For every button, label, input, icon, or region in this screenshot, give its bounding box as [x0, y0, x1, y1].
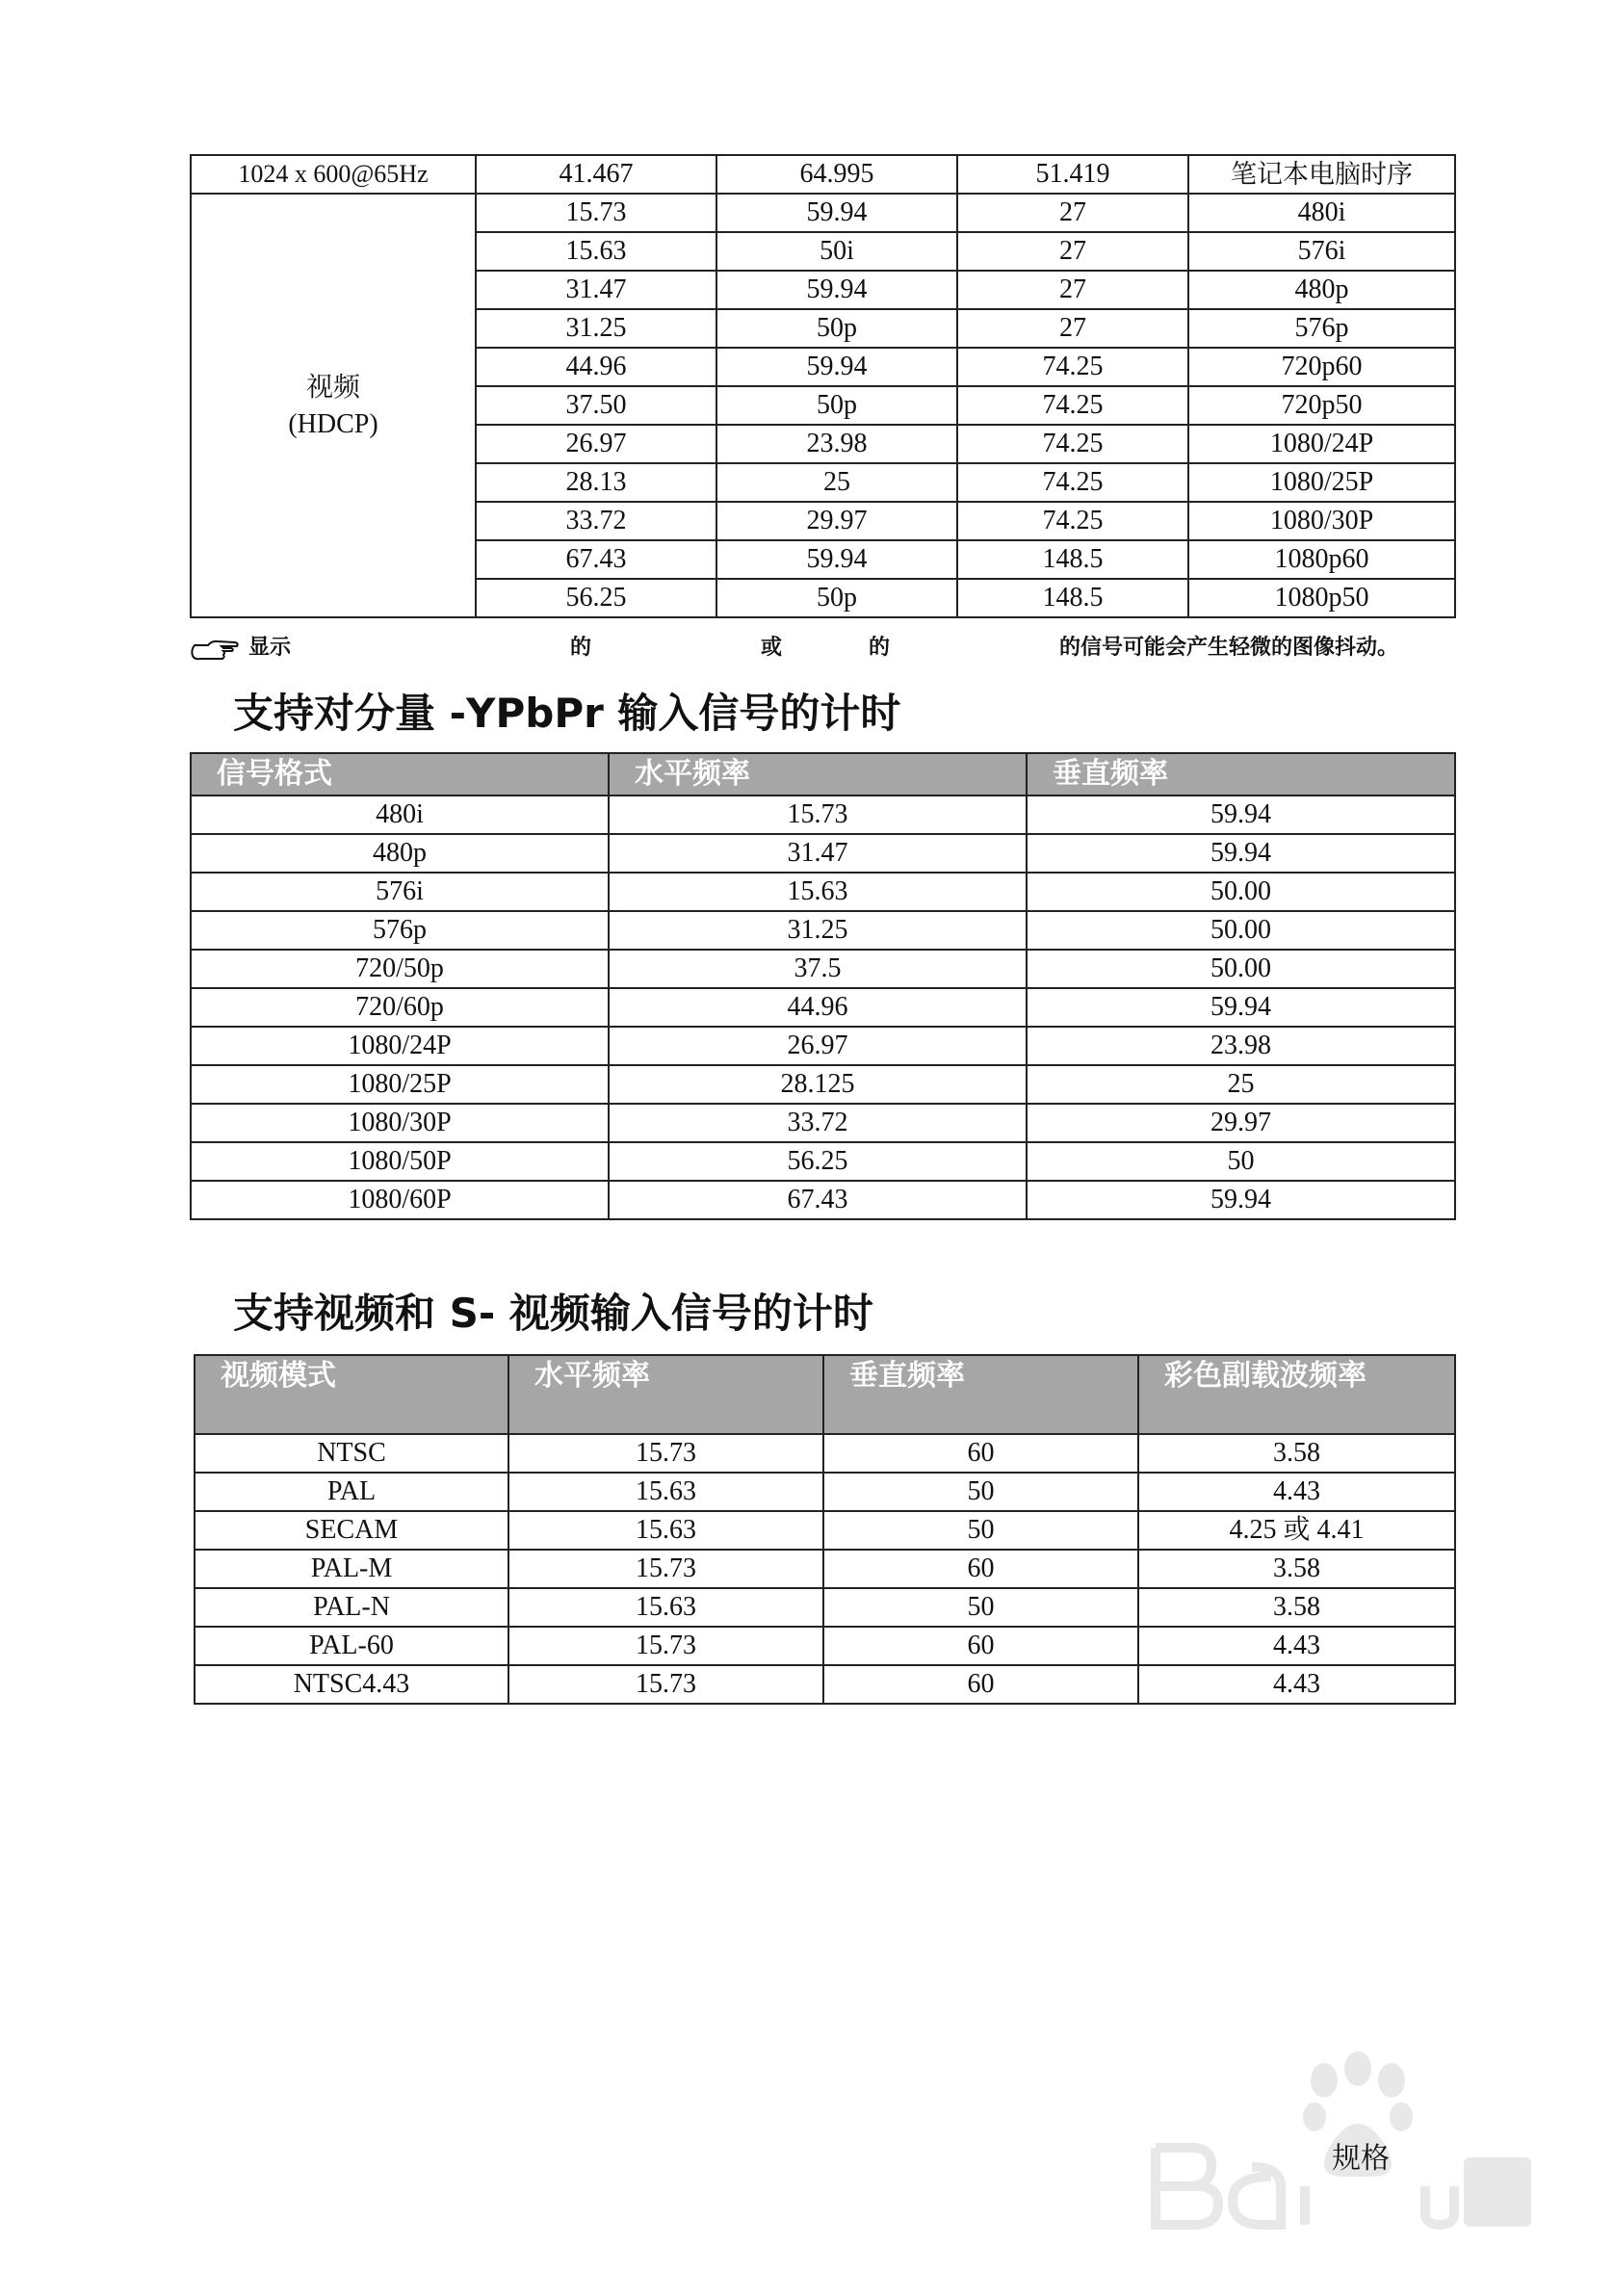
column-header: 水平频率	[508, 1355, 823, 1434]
table-row	[195, 1550, 1455, 1588]
table-cell: 1080/60P	[191, 1181, 609, 1219]
table-cell: 4.43	[1138, 1473, 1455, 1511]
table-cell: 27	[957, 271, 1188, 309]
table-row	[191, 155, 1455, 194]
table-cell: 720p50	[1188, 386, 1455, 425]
table-cell: 50	[823, 1511, 1138, 1550]
table-cell: 576i	[1188, 232, 1455, 271]
table-cell: 56.25	[609, 1142, 1027, 1181]
table-cell: 1080p50	[1188, 579, 1455, 617]
table-row	[191, 1065, 1455, 1104]
table-row	[195, 1665, 1455, 1704]
table-cell: 67.43	[609, 1181, 1027, 1219]
table-cell: 31.47	[609, 834, 1027, 873]
table-cell: 1080p60	[1188, 540, 1455, 579]
table-cell: 1080/30P	[191, 1104, 609, 1142]
table-cell: 1080/30P	[1188, 502, 1455, 540]
group-sublabel: (HDCP)	[288, 409, 378, 439]
table-cell: 59.94	[1027, 988, 1455, 1027]
table-cell: 51.419	[957, 155, 1188, 194]
table-cell: 28.13	[476, 463, 716, 502]
table-cell: 29.97	[1027, 1104, 1455, 1142]
table-header-row	[191, 753, 1455, 796]
note-text-1: 显示	[248, 636, 292, 660]
group-label: 视频	[305, 370, 360, 403]
table-row	[191, 988, 1455, 1027]
table-cell: 15.73	[508, 1550, 823, 1588]
table-row	[191, 796, 1455, 834]
table-cell: 50p	[716, 309, 957, 348]
table-cell: 27	[957, 194, 1188, 232]
table-cell: 1080/25P	[1188, 463, 1455, 502]
table-cell: SECAM	[195, 1511, 508, 1550]
table-row	[191, 194, 1455, 232]
table-row	[195, 1473, 1455, 1511]
table-cell: 59.94	[1027, 796, 1455, 834]
table-row	[195, 1511, 1455, 1550]
table-cell: 25	[716, 463, 957, 502]
table-row	[191, 1027, 1455, 1065]
table-cell: 4.43	[1138, 1665, 1455, 1704]
table-cell: 60	[823, 1550, 1138, 1588]
table-cell: 15.63	[508, 1473, 823, 1511]
table-cell: 15.63	[609, 873, 1027, 911]
table-cell: 4.43	[1138, 1627, 1455, 1665]
table-cell: 15.73	[609, 796, 1027, 834]
table-cell: 50.00	[1027, 873, 1455, 911]
table-cell: 480p	[1188, 271, 1455, 309]
table-cell: 1024 x 600@65Hz	[191, 155, 476, 194]
table-cell: 60	[823, 1627, 1138, 1665]
section-heading-video: 支持视频和 S- 视频输入信号的计时	[233, 1290, 873, 1337]
table-cell: 笔记本电脑时序	[1188, 155, 1455, 194]
table-cell: 59.94	[716, 540, 957, 579]
table-cell: 33.72	[609, 1104, 1027, 1142]
table-cell: 74.25	[957, 502, 1188, 540]
table-cell: 31.25	[609, 911, 1027, 950]
table-cell: 1080/24P	[191, 1027, 609, 1065]
table-cell: 26.97	[476, 425, 716, 463]
table-cell: 74.25	[957, 425, 1188, 463]
table-cell: 50.00	[1027, 911, 1455, 950]
table-cell: 26.97	[609, 1027, 1027, 1065]
table-cell: 31.47	[476, 271, 716, 309]
table-cell: 576p	[1188, 309, 1455, 348]
group-label-cell	[191, 194, 476, 617]
table-cell: 720/60p	[191, 988, 609, 1027]
table-cell: 74.25	[957, 463, 1188, 502]
table-cell: 1080/24P	[1188, 425, 1455, 463]
note-text-3: 或	[761, 636, 783, 660]
table-cell: 23.98	[716, 425, 957, 463]
table-cell: 50p	[716, 579, 957, 617]
table-cell: 27	[957, 309, 1188, 348]
table-cell: 15.73	[508, 1665, 823, 1704]
table-cell: 74.25	[957, 348, 1188, 386]
pointing-hand-icon	[189, 635, 243, 664]
table-cell: 576i	[191, 873, 609, 911]
table-cell: 15.63	[476, 232, 716, 271]
table-cell: 3.58	[1138, 1434, 1455, 1473]
table-cell: NTSC	[195, 1434, 508, 1473]
table-cell: 59.94	[716, 271, 957, 309]
table-cell: 44.96	[476, 348, 716, 386]
table-cell: 50p	[716, 386, 957, 425]
table-row	[191, 950, 1455, 988]
table-cell: 59.94	[1027, 834, 1455, 873]
table-row	[191, 911, 1455, 950]
table-cell: 50i	[716, 232, 957, 271]
table-cell: 59.94	[716, 194, 957, 232]
table-cell: 480i	[1188, 194, 1455, 232]
table-row	[195, 1434, 1455, 1473]
table-cell: 37.50	[476, 386, 716, 425]
column-header: 垂直频率	[823, 1355, 1138, 1434]
video-timing-table	[194, 1354, 1456, 1705]
table-cell: 33.72	[476, 502, 716, 540]
table-cell: 60	[823, 1665, 1138, 1704]
table-cell: 15.73	[476, 194, 716, 232]
column-header: 水平频率	[609, 753, 1027, 796]
table-header-row	[195, 1355, 1455, 1434]
table-cell: 25	[1027, 1065, 1455, 1104]
column-header: 视频模式	[195, 1355, 508, 1434]
table-cell: 56.25	[476, 579, 716, 617]
table-cell: 28.125	[609, 1065, 1027, 1104]
table-cell: 50	[1027, 1142, 1455, 1181]
table-cell: 1080/50P	[191, 1142, 609, 1181]
table-row	[191, 1104, 1455, 1142]
table-cell: 59.94	[1027, 1181, 1455, 1219]
note-text-5: 的信号可能会产生轻微的图像抖动。	[1059, 636, 1399, 660]
table-cell: 3.58	[1138, 1588, 1455, 1627]
table-cell: 23.98	[1027, 1027, 1455, 1065]
note-text-2: 的	[570, 636, 592, 660]
table-cell: 67.43	[476, 540, 716, 579]
page-section-label: 规格	[1332, 2142, 1390, 2176]
column-header: 垂直频率	[1027, 753, 1455, 796]
table-row	[191, 1142, 1455, 1181]
table-cell: 148.5	[957, 579, 1188, 617]
column-header: 彩色副载波频率	[1138, 1355, 1455, 1434]
table-cell: 15.73	[508, 1627, 823, 1665]
timing-table-continued	[190, 154, 1456, 618]
table-cell: 59.94	[716, 348, 957, 386]
table-cell: 27	[957, 232, 1188, 271]
table-row	[191, 873, 1455, 911]
table-cell: 1080/25P	[191, 1065, 609, 1104]
note-line	[189, 631, 1441, 665]
table-cell: 50	[823, 1588, 1138, 1627]
table-cell: 29.97	[716, 502, 957, 540]
table-cell: 480p	[191, 834, 609, 873]
table-cell: 15.63	[508, 1588, 823, 1627]
table-cell: 64.995	[716, 155, 957, 194]
table-cell: 720p60	[1188, 348, 1455, 386]
table-cell: 60	[823, 1434, 1138, 1473]
table-cell: 41.467	[476, 155, 716, 194]
table-cell: 4.25 或 4.41	[1138, 1511, 1455, 1550]
ypbpr-timing-table	[190, 752, 1456, 1220]
table-cell: 576p	[191, 911, 609, 950]
table-cell: 44.96	[609, 988, 1027, 1027]
table-cell: 720/50p	[191, 950, 609, 988]
table-cell: NTSC4.43	[195, 1665, 508, 1704]
table-cell: 3.58	[1138, 1550, 1455, 1588]
column-header: 信号格式	[191, 753, 609, 796]
table-cell: 15.63	[508, 1511, 823, 1550]
table-cell: 148.5	[957, 540, 1188, 579]
table-row	[191, 1181, 1455, 1219]
section-heading-ypbpr: 支持对分量 -YPbPr 输入信号的计时	[233, 690, 901, 737]
table-cell: 31.25	[476, 309, 716, 348]
table-cell: PAL-N	[195, 1588, 508, 1627]
table-cell: 50	[823, 1473, 1138, 1511]
table-cell: 37.5	[609, 950, 1027, 988]
table-cell: 50.00	[1027, 950, 1455, 988]
table-cell: 480i	[191, 796, 609, 834]
table-cell: PAL	[195, 1473, 508, 1511]
table-cell: PAL-M	[195, 1550, 508, 1588]
table-cell: 15.73	[508, 1434, 823, 1473]
table-row	[195, 1627, 1455, 1665]
table-cell: 74.25	[957, 386, 1188, 425]
table-cell: PAL-60	[195, 1627, 508, 1665]
table-row	[191, 834, 1455, 873]
table-row	[195, 1588, 1455, 1627]
note-text-4: 的	[869, 636, 891, 660]
